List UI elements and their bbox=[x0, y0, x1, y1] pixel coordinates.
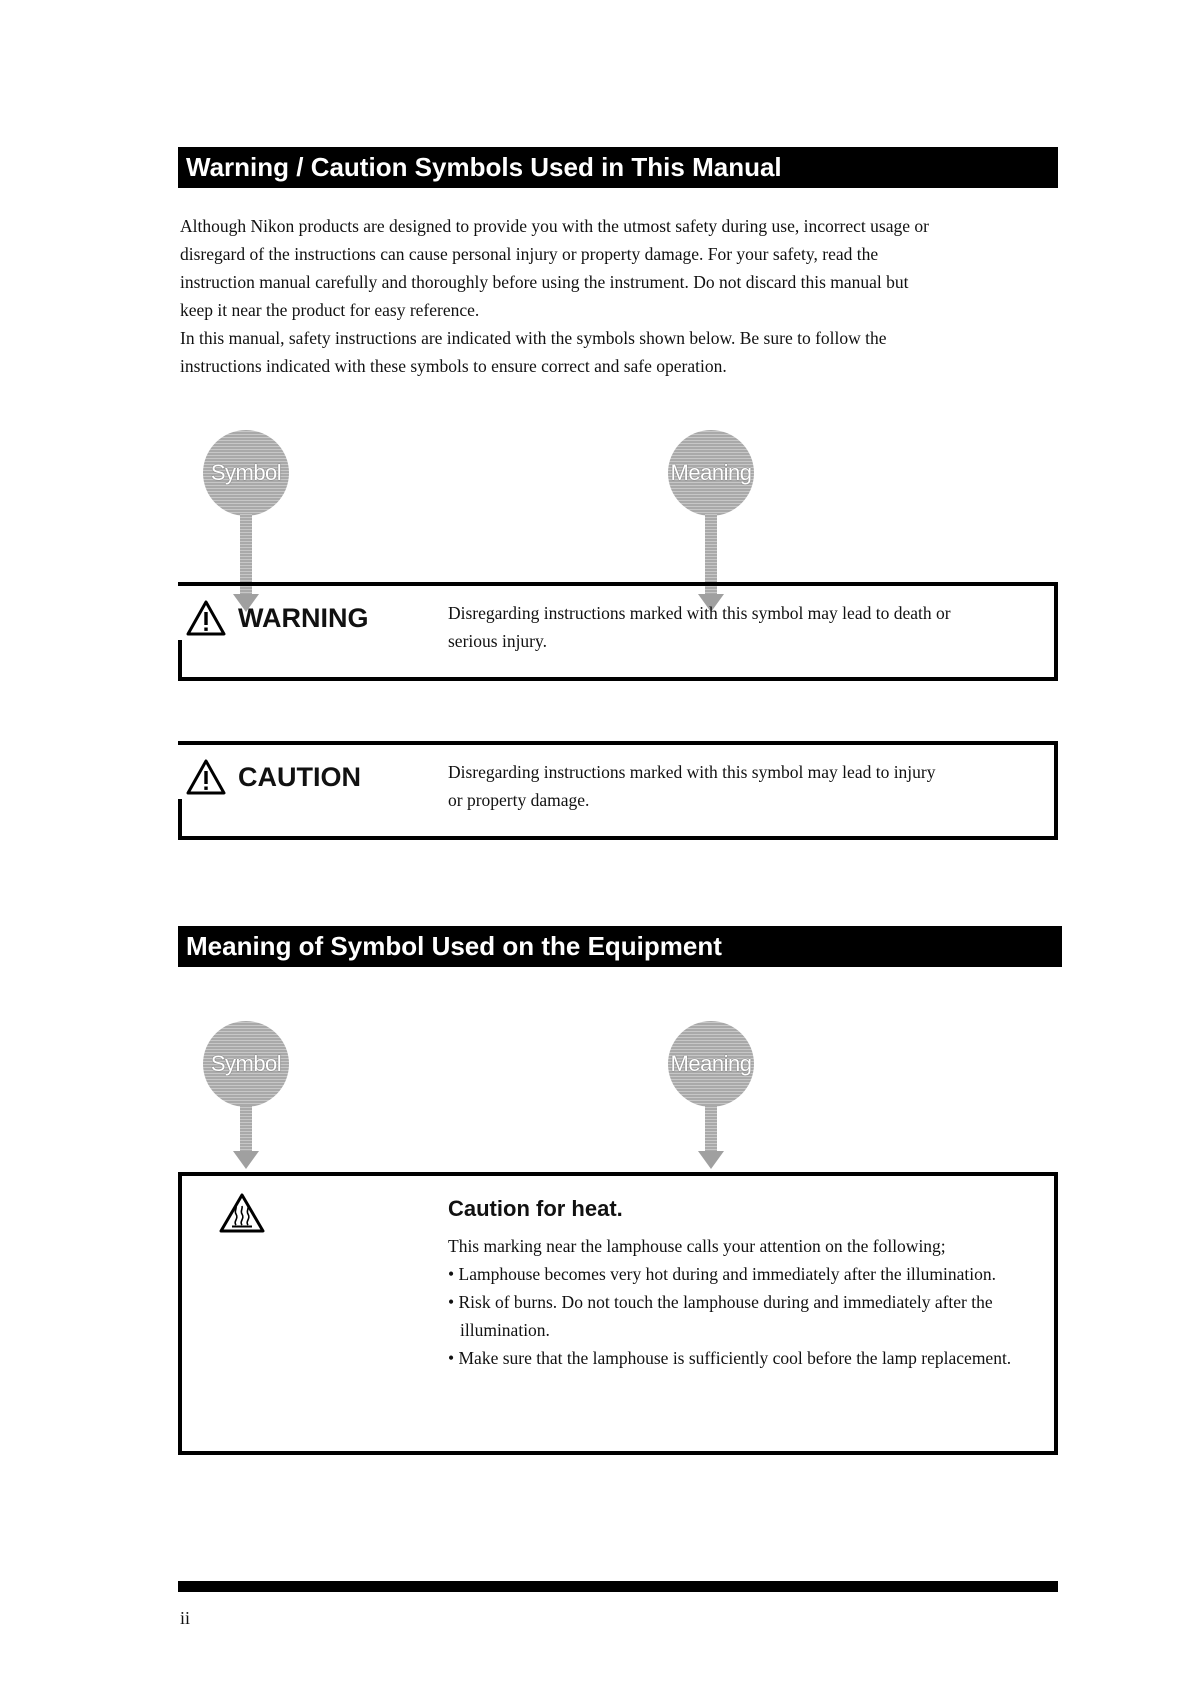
warning-line: serious injury. bbox=[448, 631, 547, 651]
warning-box bbox=[178, 582, 1058, 681]
caution-description bbox=[448, 758, 1028, 814]
meaning-bubble bbox=[668, 430, 754, 516]
symbol-bubble-label: Symbol bbox=[210, 1051, 282, 1076]
intro-line: disregard of the instructions can cause personal injury or property damage. For your safety, read the bbox=[180, 244, 879, 264]
warning-triangle-icon bbox=[186, 759, 226, 795]
meaning-bubble-label: Meaning bbox=[670, 460, 752, 485]
intro-line: Although Nikon products are designed to provide you with the utmost safety during use, incorrect usage or bbox=[180, 216, 929, 236]
intro-line: instruction manual carefully and thoroughly before using the instrument. Do not discard this manual but bbox=[180, 272, 909, 292]
heat-caution-title: Caution for heat. bbox=[448, 1196, 623, 1221]
arrow-down-icon bbox=[233, 1151, 259, 1169]
caution-word: CAUTION bbox=[238, 761, 361, 792]
heat-bullet: • Risk of burns. Do not touch the lamphouse during and immediately after the illumination. bbox=[448, 1292, 993, 1340]
intro-paragraph bbox=[180, 212, 1060, 380]
warning-description bbox=[448, 599, 1028, 655]
symbol-bubble-label: Symbol bbox=[210, 460, 282, 485]
warning-signal bbox=[186, 600, 369, 636]
section-header-equipment-symbol bbox=[178, 926, 1062, 967]
warning-word: WARNING bbox=[238, 602, 369, 633]
hot-surface-icon bbox=[218, 1192, 266, 1234]
callout-stem bbox=[240, 1105, 252, 1153]
callout-stem bbox=[705, 1105, 717, 1153]
intro-line: instructions indicated with these symbols to ensure correct and safe operation. bbox=[180, 356, 727, 376]
section-header-warning-caution bbox=[178, 147, 1058, 188]
heat-intro: This marking near the lamphouse calls your attention on the following; bbox=[448, 1236, 946, 1256]
page-number: ii bbox=[180, 1608, 191, 1628]
warning-line: Disregarding instructions marked with this symbol may lead to death or bbox=[448, 603, 951, 623]
footer-rule bbox=[178, 1581, 1058, 1592]
heat-bullet: • Lamphouse becomes very hot during and immediately after the illumination. bbox=[448, 1264, 996, 1284]
caution-signal bbox=[186, 759, 361, 795]
heat-caution-text bbox=[448, 1232, 1038, 1372]
intro-line: keep it near the product for easy reference. bbox=[180, 300, 480, 320]
section-title: Meaning of Symbol Used on the Equipment bbox=[186, 931, 722, 961]
warning-triangle-icon bbox=[186, 600, 226, 636]
section-title: Warning / Caution Symbols Used in This Manual bbox=[186, 152, 782, 182]
meaning-bubble-label: Meaning bbox=[670, 1051, 752, 1076]
symbol-bubble bbox=[203, 1021, 289, 1107]
heat-bullet: • Make sure that the lamphouse is sufficiently cool before the lamp replacement. bbox=[448, 1348, 1012, 1368]
caution-box bbox=[178, 741, 1058, 840]
caution-line: or property damage. bbox=[448, 790, 590, 810]
caution-line: Disregarding instructions marked with this symbol may lead to injury bbox=[448, 762, 936, 782]
symbol-bubble bbox=[203, 430, 289, 516]
intro-line: In this manual, safety instructions are indicated with the symbols shown below. Be sure to follow the bbox=[180, 328, 887, 348]
meaning-bubble bbox=[668, 1021, 754, 1107]
arrow-down-icon bbox=[698, 1151, 724, 1169]
